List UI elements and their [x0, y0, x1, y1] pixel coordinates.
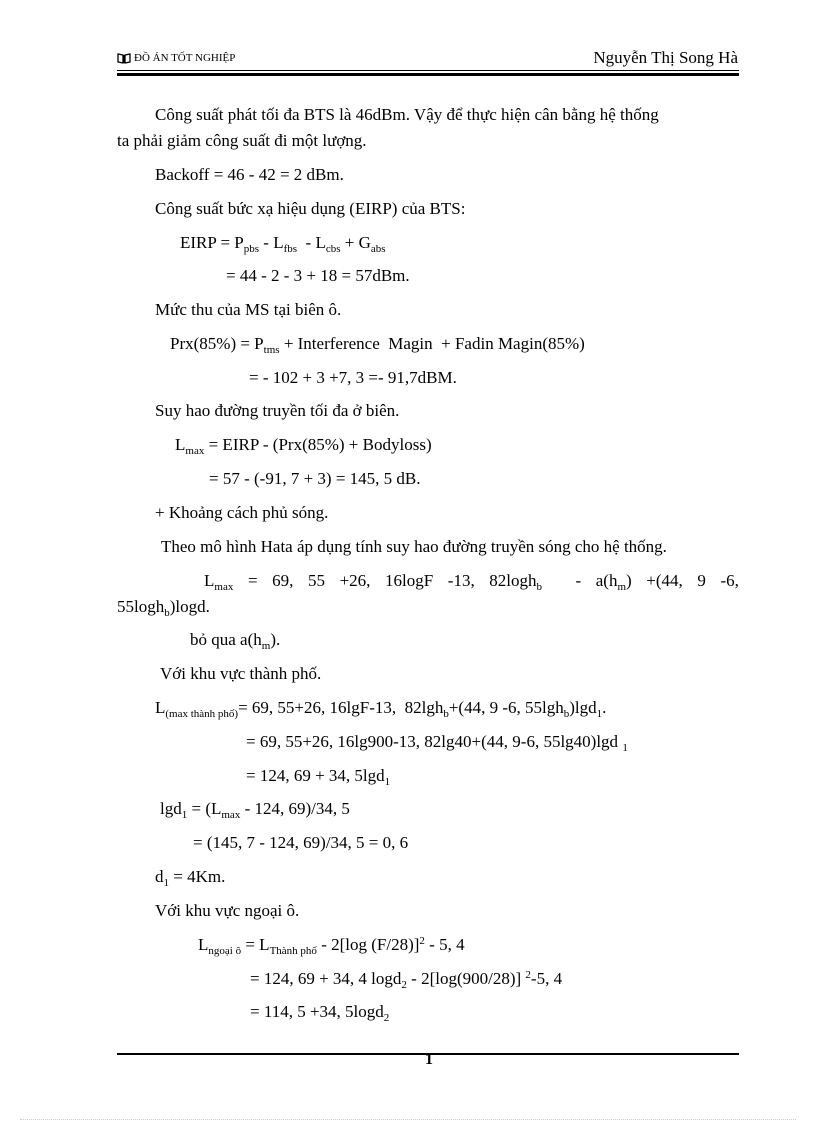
suburb-equation: $L_{ngoại ô} = L_{Thành phố} - 2[\log$ (F/28)]$^2$ - 5, 4	[198, 935, 465, 957]
ms-intro: Mức thu của MS tại biên ô.	[155, 300, 342, 319]
running-header-left	[117, 52, 235, 64]
city-result: = 124, 69 + 34, 5lgd$_1$	[246, 766, 391, 788]
suburb-intro: Với khu vực ngoại ô.	[155, 901, 300, 920]
city-equation-2: = 69, 55+26, 16lg900-13, 82lg40+(44, 9-6, 55lg40)lgd $_1$	[246, 732, 628, 754]
author-name: Nguyễn Thị Song Hà	[593, 48, 738, 67]
lgd1-result: = (145, 7 - 124, 69)/34, 5 = 0, 6	[193, 833, 409, 852]
page-number: 1	[425, 1051, 433, 1068]
eirp-intro: Công suất bức xạ hiệu dụng (EIRP) của BTS:	[155, 199, 466, 218]
loss-intro: Suy hao đường truyền tối đa ở biên.	[155, 401, 400, 420]
skip-note: bỏ qua $a(h_m)$.	[190, 630, 281, 652]
prx-equation: $Prx(85\%) = P_{tms}$ + Interference Magin + Fadin Magin(85%)	[170, 334, 585, 356]
d1-result: $d_1 = 4Km$.	[155, 867, 226, 889]
header-rule-thick	[117, 73, 739, 76]
city-intro: Với khu vực thành phố.	[160, 664, 322, 683]
suburb-equation-2: = 124, 69 + 34, 4 logd$_2$ - 2[log(900/28)] $^2$-5, 4	[250, 969, 563, 991]
hata-equation: $L_{max}$ = 69, 55 +26, 16logF -13, 82logh$_b$ - $a(h_m)$ +(44, 9 -6,	[204, 571, 739, 593]
hata-equation-cont: 55logh$_b$)logd.	[117, 597, 210, 619]
lmax-result: = 57 - (-91, 7 + 3) = 145, 5 dB.	[209, 469, 421, 488]
eirp-result: = 44 - 2 - 3 + 18 = 57dBm.	[226, 266, 410, 285]
header-rule	[117, 70, 739, 71]
paragraph-line: ta phải giảm công suất đi một lượng.	[117, 131, 367, 150]
backoff-equation: Backoff = 46 - 42 = 2 dBm.	[155, 165, 344, 184]
hata-intro: Theo mô hình Hata áp dụng tính suy hao đường truyền sóng cho hệ thống.	[161, 537, 667, 556]
header-title: ĐỒ ÁN TỐT NGHIỆP	[134, 52, 236, 64]
coverage-heading: + Khoảng cách phủ sóng.	[155, 503, 329, 522]
paragraph-line: Công suất phát tối đa BTS là 46dBm. Vậy để thực hiện cân bằng hệ thống	[155, 105, 659, 124]
eirp-equation: EIRP = $P_{pbs} - L_{fbs} - L_{cbs} + G_{abs}$	[180, 233, 386, 255]
page-edge	[20, 1119, 796, 1120]
book-icon	[117, 53, 131, 64]
lgd1-equation: $\lg d_1 = (L_{max} - 124$, 69)/34, 5	[160, 799, 350, 821]
suburb-result: = 114, 5 +34, 5logd$_2$	[250, 1002, 390, 1024]
prx-result: = - 102 + 3 +7, 3 =- 91,7dBM.	[249, 368, 457, 387]
lmax-equation: $L_{max}$ = EIRP - (Prx(85%) + Bodyloss)	[175, 435, 432, 457]
city-equation: $L_{(max thành phố)}= 69$, 55+26, 16lgF-13, 82lgh$_b$+(44, 9 -6, 55lgh$_b$)lgd$_1$.	[155, 698, 607, 720]
